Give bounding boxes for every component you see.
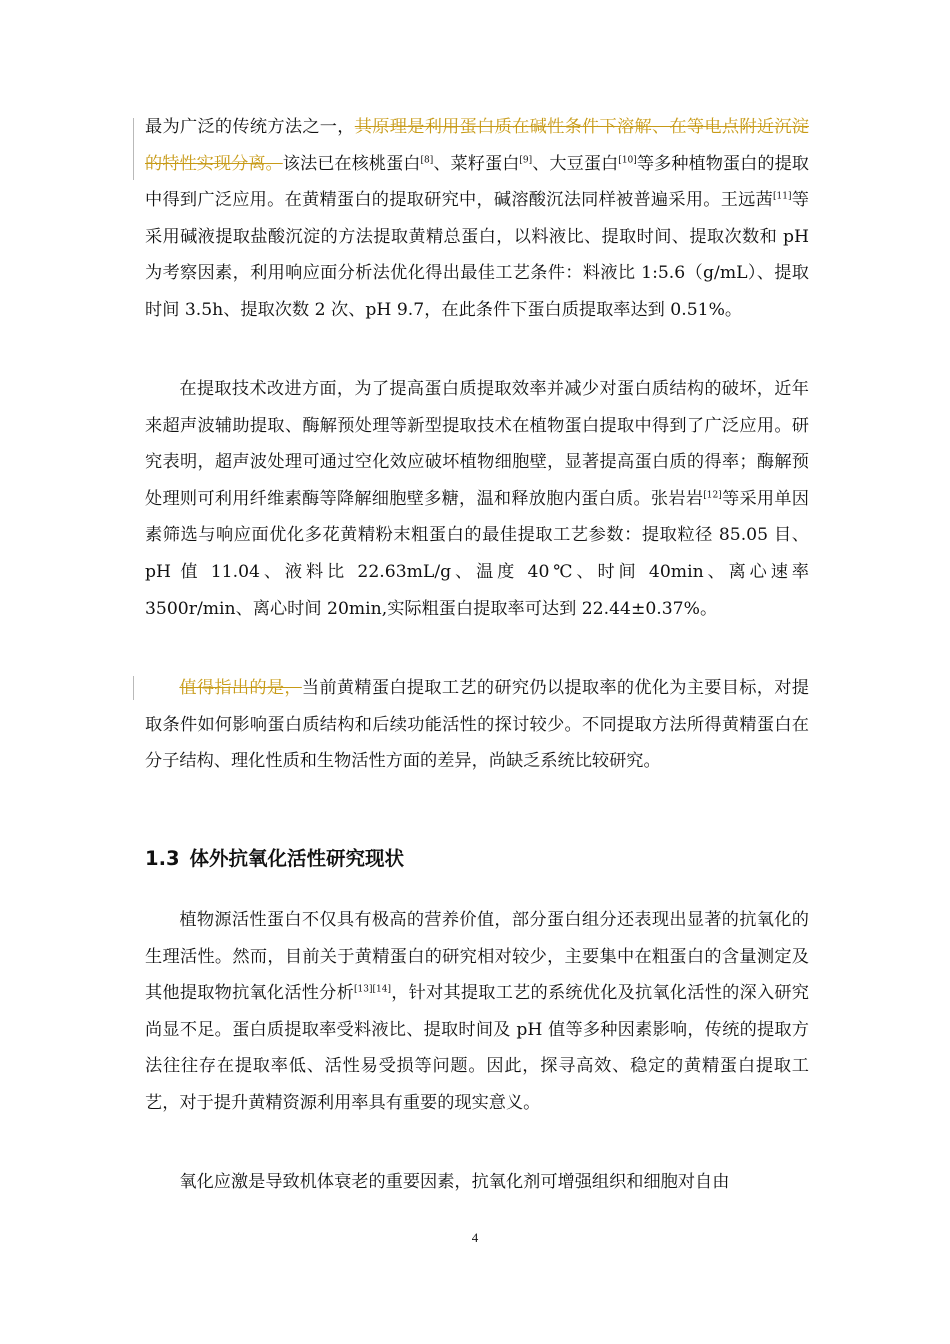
text: 该法已在核桃蛋白 — [282, 153, 421, 174]
deleted-text: 其原理是利用蛋白质在碱性条件下溶解、在等电点附近沉淀的特性实现分离。 — [145, 117, 809, 174]
text: 植物源活性蛋白不仅具有极高的营养价值，部分蛋白组分还表现出显著的抗氧化的生理活性。然而，目前关于黄精蛋白的研究相对较少，主要集中在粗蛋白的含量测定及其他提取物抗氧化活性分析 — [145, 910, 809, 1004]
section-number: 1.3 — [145, 847, 180, 870]
text: 当前黄精蛋白提取工艺的研究仍以提取率的优化为主要目标，对提取条件如何影响蛋白质结构和后续功能活性的探讨较少。不同提取方法所得黄精蛋白在分子结构、理化性质和生物活性方面的差异，尚缺乏系统比较研究。 — [145, 678, 809, 772]
citation: [11] — [773, 191, 792, 202]
text: 、菜籽蛋白 — [433, 153, 520, 174]
text: 等采用单因素筛选与响应面优化多花黄精粉末粗蛋白的最佳提取工艺参数：提取粒径 85.05 目、pH 值 11.04、液料比 22.63mL/g、温度 40℃、时间 40min、离心速率 3500r/min、离心时间 20min,实际粗蛋白提取率可达到 22.44±0.37%。 — [145, 488, 809, 619]
revision-change-bar — [133, 676, 134, 700]
paragraph-2 — [145, 371, 809, 627]
text: 氧化应激是导致机体衰老的重要因素，抗氧化剂可增强组织和细胞对自由 — [179, 1172, 730, 1192]
citation: [10] — [618, 154, 637, 165]
paragraph-3 — [145, 670, 809, 780]
citation: [9] — [519, 154, 533, 165]
paragraph-4 — [145, 902, 809, 1122]
text: ，针对其提取工艺的系统优化及抗氧化活性的深入研究尚显不足。蛋白质提取率受料液比、提取时间及 pH 值等多种因素影响，传统的提取方法往往存在提取率低、活性易受损等问题。因此，探寻高效、稳定的黄精蛋白提取工艺，对于提升黄精资源利用率具有重要的现实意义。 — [145, 983, 809, 1113]
text: 等采用碱液提取盐酸沉淀的方法提取黄精总蛋白，以料液比、提取时间、提取次数和 pH 为考察因素，利用响应面分析法优化得出最佳工艺条件：料液比 1:5.6（g/mL）、提取时间 3.5h、提取次数 2 次、pH 9.7，在此条件下蛋白质提取率达到 0.51%。 — [145, 190, 809, 320]
page-number: 4 — [471, 1230, 479, 1245]
text: 、大豆蛋白 — [532, 153, 619, 174]
paragraph-5 — [145, 1164, 809, 1201]
paragraph-1 — [145, 109, 809, 329]
citation: [13][14] — [354, 984, 391, 995]
citation: [8] — [420, 154, 434, 165]
deleted-text: 值得指出的是， — [179, 678, 302, 698]
text: 最为广泛的传统方法之一， — [145, 117, 355, 137]
section-title: 体外抗氧化活性研究现状 — [189, 847, 405, 870]
section-heading — [145, 844, 404, 874]
citation: [12] — [703, 490, 722, 501]
text: 在提取技术改进方面，为了提高蛋白质提取效率并减少对蛋白质结构的破坏，近年来超声波辅助提取、酶解预处理等新型提取技术在植物蛋白提取中得到了广泛应用。研究表明，超声波处理可通过空化效应破坏植物细胞壁，显著提高蛋白质的得率；酶解预处理则可利用纤维素酶等降解细胞壁多糖，温和释放胞内蛋白质。张岩岩 — [145, 379, 809, 509]
revision-change-bar — [133, 118, 134, 180]
text: 等多种植物蛋白的提取中得到广泛应用。在黄精蛋白的提取研究中，碱溶酸沉法同样被普遍采用。王远茜 — [145, 153, 809, 211]
